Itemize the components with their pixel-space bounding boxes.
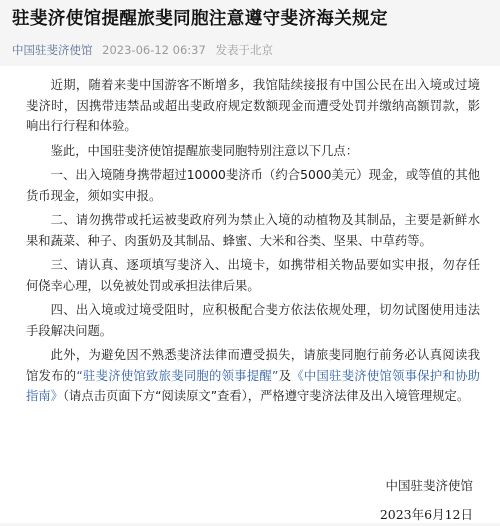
signature-org: 中国驻斐济使馆: [385, 478, 473, 493]
publish-datetime: 2023-06-12 06:37: [102, 43, 206, 57]
consular-reminder-link[interactable]: “驻斐济使馆致旅斐同胞的领事提醒”: [76, 368, 279, 383]
paragraph-additional-mid: 及: [278, 368, 292, 383]
paragraph-additional-start: 此外，为避免因不熟悉斐济法律而遭受损失，请旅斐同胞行前务必认真阅读我馆发布的: [26, 348, 480, 383]
consular-guide-link[interactable]: 《中国驻斐济使馆领事保护和协助指南》: [26, 368, 480, 403]
signature-date: 2023年6月12日: [379, 507, 473, 522]
paragraph-item-3: 三、请认真、逐项填写斐济入、出境卡，如携带相关物品要如实申报，勿存任何侥幸心理，以免被处罚或承担法律后果。: [26, 258, 480, 293]
notice-document: [0, 66, 500, 523]
paragraph-intro: 近期，随着来斐中国游客不断增多，我馆陆续接报有中国公民在出入境或过境斐济时，因携带违禁品或超出斐政府规定数额现金而遭受处罚并缴纳高额罚款，影响出行行程和体验。: [26, 78, 480, 133]
publish-location: 发表于北京: [215, 43, 273, 57]
paragraph-item-1: 一、出入境随身携带超过10000斐济币（约合5000美元）现金，或等值的其他货币现金，须如实申报。: [26, 168, 480, 203]
paragraph-additional: [26, 345, 480, 407]
article-meta: [12, 43, 488, 57]
article-title: 驻斐济使馆提醒旅斐同胞注意遵守斐济海关规定: [12, 9, 388, 29]
paragraph-additional-end: （请点击页面下方“阅读原文”查看），严格遵守斐济法律及出入境管理规定。: [62, 389, 470, 403]
paragraph-item-4: 四、出入境或过境受阻时，应积极配合斐方依法依规处理，切勿试图使用违法手段解决问题。: [26, 303, 480, 338]
article-header: [0, 0, 500, 66]
paragraph-reminder-lead: 鉴此，中国驻斐济使馆提醒旅斐同胞特别注意以下几点：: [50, 143, 359, 158]
paragraph-item-2: 二、请勿携带或托运被斐政府列为禁止入境的动植物及其制品，主要是新鲜水果和蔬菜、种子、肉蛋奶及其制品、蜂蜜、大米和谷类、坚果、中草药等。: [26, 213, 480, 248]
account-name-link[interactable]: 中国驻斐济使馆: [12, 43, 93, 57]
